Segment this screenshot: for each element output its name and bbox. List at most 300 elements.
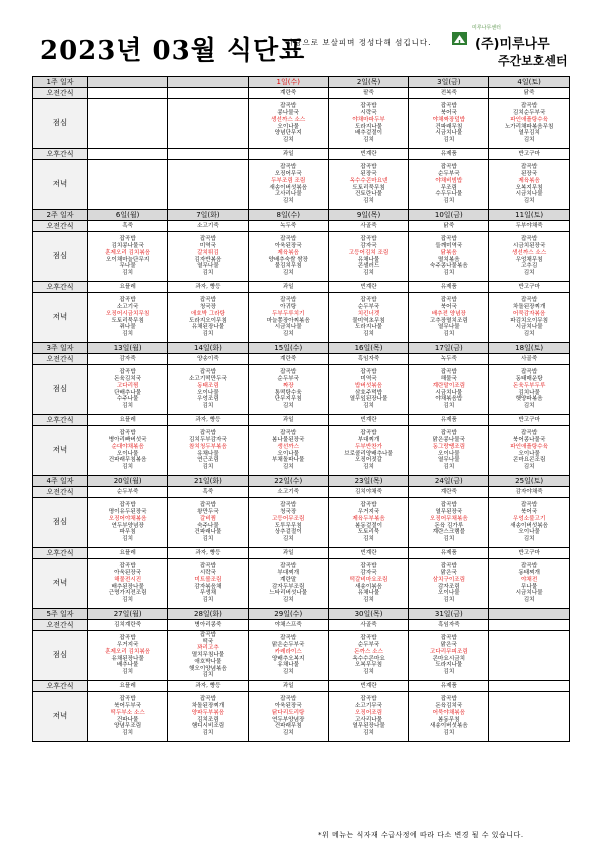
dinner-label: 저녁 xyxy=(33,160,88,210)
menu-item: 김치 xyxy=(523,197,535,204)
menu-item: 잡곡밥 xyxy=(440,696,457,703)
day-date: 25일(토) xyxy=(489,476,569,487)
menu-item: 된장국 xyxy=(360,171,377,178)
menu-item: 양념무조림 xyxy=(114,723,142,730)
lunch-menu xyxy=(248,365,328,415)
menu-item: 새송이볶음 xyxy=(355,583,383,590)
menu-item: 잡곡밥 xyxy=(280,696,297,703)
menu-item: 멸치무침나물 xyxy=(191,652,225,659)
main-dish: 어묵야채볶음 xyxy=(432,709,466,716)
menu-item: 김치 xyxy=(443,668,455,675)
menu-item: 연두부양념장 xyxy=(272,716,305,723)
menu-item: 시락국 xyxy=(199,570,217,577)
morning-snack-item: 계란죽 xyxy=(248,354,328,365)
menu-item: 잡곡밥 xyxy=(360,502,377,509)
menu-item: 잡곡밥 xyxy=(360,164,377,171)
menu-item: 순두부국 xyxy=(277,376,300,383)
menu-item: 상추겉절이 xyxy=(274,529,302,536)
morning-snack-item: 두부야채죽 xyxy=(489,221,569,232)
menu-item: 잡곡밥 xyxy=(199,632,217,639)
main-dish: 돈육두부두루 xyxy=(512,382,546,389)
dinner-label: 저녁 xyxy=(33,559,88,609)
menu-item: 김치 xyxy=(443,596,455,603)
menu-item: 북어두부국 xyxy=(114,703,142,710)
menu-item: 오이나물 xyxy=(277,123,300,130)
lunch-menu xyxy=(88,232,168,282)
pm-snack-row xyxy=(33,681,570,692)
pm-snack-item: 과일 xyxy=(248,415,328,426)
menu-item: 차돌된장찌개 xyxy=(512,304,546,311)
day-date xyxy=(168,77,248,88)
main-dish: 훈제오리 김치볶음 xyxy=(105,648,151,655)
menu-item: 잡곡밥 xyxy=(440,297,457,304)
main-dish: 제육볶음 xyxy=(518,177,540,184)
menu-item: 아욱된장국 xyxy=(114,570,142,577)
lunch-menu xyxy=(168,365,248,415)
menu-item: 고추김 xyxy=(521,263,538,270)
main-dish: 삼치구이조림 xyxy=(432,576,466,583)
morning-snack-label: 오전간식 xyxy=(33,221,88,232)
menu-item: 시금치나물 xyxy=(435,130,463,137)
menu-item: 순두부국 xyxy=(357,642,380,649)
main-dish: 동태조림 xyxy=(197,382,219,389)
menu-item: 도투무무침 xyxy=(274,522,302,529)
main-dish: 오징어시금치무침 xyxy=(106,310,150,317)
menu-item: 잡곡밥 xyxy=(280,502,297,509)
menu-item: 잡곡밥 xyxy=(360,236,377,243)
main-dish: 옥수수콘마요넨 xyxy=(349,177,388,184)
menu-item: 돈육 김가루 xyxy=(434,522,464,529)
menu-item: 잡곡밥 xyxy=(521,164,538,171)
menu-item: 근명가지전조림 xyxy=(108,590,147,597)
menu-item: 감자국 xyxy=(360,243,377,250)
menu-item: 콘마요콘조림 xyxy=(512,457,546,464)
menu-item: 물김치무침 xyxy=(274,263,302,270)
menu-item: 봄동겉절이 xyxy=(355,522,383,529)
menu-item: 시락국 xyxy=(360,110,377,117)
menu-item: 명이유두된장국 xyxy=(108,509,147,516)
menu-item: 도토리묵 xyxy=(357,529,380,536)
menu-item: 오이나물 xyxy=(116,450,139,457)
menu-item: 오이나물 xyxy=(518,529,540,536)
pm-snack-item: 요플레 xyxy=(88,282,168,293)
menu-item: 김자반볶음 xyxy=(194,256,222,263)
day-date: 1일(수) xyxy=(248,77,328,88)
menu-item: 수두두나물 xyxy=(435,191,463,198)
dinner-menu xyxy=(489,426,569,476)
main-dish: 닭다리도리탕 xyxy=(272,709,305,716)
menu-item: 숙주나물 xyxy=(197,522,219,529)
menu-item: 잡곡밥 xyxy=(280,164,297,171)
dinner-menu xyxy=(409,293,489,343)
morning-snack-item xyxy=(88,88,168,99)
menu-item: 북어국 xyxy=(521,509,538,516)
lunch-menu xyxy=(489,232,569,282)
day-date: 10일(금) xyxy=(409,210,489,221)
menu-item: 단배추나물 xyxy=(114,389,142,396)
pm-snack-label: 오후간식 xyxy=(33,415,88,426)
menu-item: 김치 xyxy=(443,535,455,542)
menu-item: 왕만두국 xyxy=(197,509,219,516)
main-dish: 돈까스 소스 xyxy=(354,648,383,655)
menu-item: 시금치나물 xyxy=(515,191,543,198)
menu-item: 김치조림 xyxy=(197,716,219,723)
menu-item: 고사리나물 xyxy=(355,716,383,723)
main-dish: 두부조림 조림 xyxy=(271,177,306,184)
menu-item: 잡곡밥 xyxy=(199,369,217,376)
menu-item: 잡곡밥 xyxy=(119,502,136,509)
dinner-row xyxy=(33,426,570,476)
week-label: 2주 일자 xyxy=(33,210,88,221)
menu-item: 계란말 xyxy=(280,576,297,583)
day-date: 16일(목) xyxy=(328,343,408,354)
menu-item: 잡곡밥 xyxy=(119,297,136,304)
dinner-menu xyxy=(168,692,248,742)
menu-item: 감자조림 xyxy=(438,583,460,590)
main-dish: 어묵감자볶음 xyxy=(512,310,546,317)
menu-item: 봄동무침 xyxy=(438,716,460,723)
morning-snack-row xyxy=(33,221,570,232)
dinner-menu xyxy=(248,692,328,742)
menu-item: 된장국 xyxy=(521,171,538,178)
week-label: 3주 일자 xyxy=(33,343,88,354)
menu-item: 김치 xyxy=(282,402,294,409)
menu-item: 맑은콩나물국 xyxy=(432,437,466,444)
dinner-menu xyxy=(168,160,248,210)
morning-snack-label: 오전간식 xyxy=(33,487,88,498)
menu-item: 김치 xyxy=(122,668,134,675)
menu-item: 콩나물국 xyxy=(277,110,300,117)
menu-item: 청국장 xyxy=(280,509,297,516)
dinner-menu xyxy=(88,293,168,343)
main-dish: 오징어무채볶음 xyxy=(429,515,468,522)
menu-item: 맑은국 xyxy=(440,642,457,649)
menu-item: 청국장 xyxy=(199,304,217,311)
pm-snack-label: 오후간식 xyxy=(33,681,88,692)
menu-item: 새송이버섯볶음 xyxy=(269,184,308,191)
menu-item: 순두부국 xyxy=(438,171,460,178)
morning-snack-item: 팥죽 xyxy=(328,88,408,99)
menu-item: 배추된장나물 xyxy=(111,583,144,590)
main-dish: 닭볶음 xyxy=(440,249,457,256)
menu-item: 시금치된장국 xyxy=(512,243,546,250)
meal-plan-table xyxy=(32,76,570,742)
main-dish: 생선까스 xyxy=(277,443,300,450)
pm-snack-item: 과자, 빵등 xyxy=(168,548,248,559)
menu-item: 김치 xyxy=(202,596,214,603)
pm-snack-item: 요플레 xyxy=(88,548,168,559)
pm-snack-item: 반고구마 xyxy=(489,149,569,160)
menu-item: 우거지국 xyxy=(116,642,139,649)
lunch-menu xyxy=(248,99,328,149)
morning-snack-item: 소고기죽 xyxy=(168,221,248,232)
lunch-menu xyxy=(328,232,408,282)
menu-item: 아귀탕 xyxy=(280,304,297,311)
menu-item: 시금치나물 xyxy=(515,324,543,331)
dinner-menu xyxy=(88,559,168,609)
footer-note: *위 메뉴는 식자재 수급사정에 따라 다소 변경 될 수 있습니다. xyxy=(318,831,524,839)
lunch-menu xyxy=(328,631,408,681)
lunch-menu xyxy=(328,365,408,415)
menu-item: 잡곡밥 xyxy=(440,635,457,642)
main-dish: 계란말이조림 xyxy=(432,382,466,389)
pm-snack-item: 유제품 xyxy=(409,415,489,426)
menu-item: 김치 xyxy=(282,463,294,470)
menu-item: 해물국 xyxy=(440,376,457,383)
main-dish: 떡두부소 소스 xyxy=(110,709,145,716)
morning-snack-item: 김치야채죽 xyxy=(328,487,408,498)
lunch-menu xyxy=(489,498,569,548)
main-dish: 애호박 그라탕 xyxy=(190,310,226,317)
menu-item: 봄나물된장국 xyxy=(272,437,305,444)
pm-snack-item: 유제품 xyxy=(409,149,489,160)
week-label: 5주 일자 xyxy=(33,609,88,620)
menu-item: 잡곡밥 xyxy=(119,236,136,243)
menu-item: 열무나물 xyxy=(197,263,219,270)
pm-snack-item: 빈계란 xyxy=(328,415,408,426)
morning-snack-item: 감자야채죽 xyxy=(489,487,569,498)
main-dish: 고등어김치 조림 xyxy=(348,249,389,256)
menu-item: 도라지나물 xyxy=(355,324,383,331)
menu-item: 양배추오복지 xyxy=(272,655,305,662)
day-date: 29일(수) xyxy=(248,609,328,620)
menu-item: 잡곡밥 xyxy=(280,297,297,304)
tagline: 사랑으로 보살피며 정성다해 섬깁니다. xyxy=(286,38,432,47)
dinner-menu xyxy=(409,692,489,742)
menu-item: 김치 xyxy=(202,402,214,409)
main-dish: 훈제오리 김치볶음 xyxy=(105,249,151,256)
main-dish: 배추전 양념장 xyxy=(431,310,466,317)
day-date: 27일(월) xyxy=(88,609,168,620)
main-dish: 치킨너겟 xyxy=(357,310,380,317)
pm-snack-row xyxy=(33,415,570,426)
dinner-row xyxy=(33,559,570,609)
day-date: 17일(금) xyxy=(409,343,489,354)
menu-item: 건파래나물 xyxy=(194,529,222,536)
menu-item: 김치 xyxy=(202,463,214,470)
pm-snack-row xyxy=(33,149,570,160)
menu-item: 오징어무국 xyxy=(274,171,302,178)
menu-item: 김치 xyxy=(282,535,294,542)
menu-item: 부채돌파나물 xyxy=(272,457,305,464)
menu-item: 유채나물 xyxy=(197,450,219,457)
dinner-menu xyxy=(328,426,408,476)
dinner-menu xyxy=(328,692,408,742)
menu-item: 유채나물 xyxy=(357,590,380,597)
dinner-menu xyxy=(88,692,168,742)
menu-item: 유채된장나물 xyxy=(191,324,225,331)
main-dish: 고등어무조림 xyxy=(272,515,305,522)
main-dish: 두부반찬가 xyxy=(355,443,383,450)
menu-item: 건파래무침볶음 xyxy=(108,457,147,464)
pm-snack-item: 빈계란 xyxy=(328,681,408,692)
lunch-label: 점심 xyxy=(33,232,88,282)
morning-snack-item: 사골죽 xyxy=(328,620,408,631)
dinner-menu xyxy=(489,160,569,210)
menu-item: 건파나물 xyxy=(116,716,139,723)
menu-item: 노가리채파볶음무침 xyxy=(504,123,554,130)
menu-item: 잡곡밥 xyxy=(360,696,377,703)
morning-snack-item: 닭죽 xyxy=(489,88,569,99)
morning-snack-item: 흑죽 xyxy=(168,487,248,498)
morning-snack-item: 흑임자죽 xyxy=(328,354,408,365)
main-dish: 파인애플탕수육 xyxy=(510,116,549,123)
menu-item: 마늘쫑장아찌볶음 xyxy=(266,317,310,324)
main-dish: 우엉소불고기 xyxy=(512,515,546,522)
menu-item: 브로콜리양배추나물 xyxy=(344,450,393,457)
lunch-label: 점심 xyxy=(33,631,88,681)
dinner-menu xyxy=(248,559,328,609)
pm-snack-item: 반고구마 xyxy=(489,415,569,426)
menu-item: 김치 xyxy=(363,330,374,337)
menu-item: 멸치볶음 xyxy=(438,256,460,263)
menu-item: 잡곡밥 xyxy=(360,297,377,304)
menu-item: 김치 xyxy=(443,136,455,143)
day-date: 28일(화) xyxy=(168,609,248,620)
lunch-row xyxy=(33,232,570,282)
morning-snack-item: 감자죽 xyxy=(88,354,168,365)
menu-item: 김치 xyxy=(443,197,455,204)
menu-item: 김치 xyxy=(122,402,134,409)
brand-name: (주)미루나무 xyxy=(475,37,550,52)
lunch-menu xyxy=(328,498,408,548)
menu-item: 배추겉절이 xyxy=(355,130,383,137)
menu-item: 연두부양념장 xyxy=(111,522,144,529)
menu-item: 잡곡밥 xyxy=(119,696,136,703)
pm-snack-item: 요플레 xyxy=(88,415,168,426)
logo-caption: 미루나무센터 xyxy=(472,25,501,31)
main-dish: 꽈리고추 xyxy=(197,645,219,652)
main-dish: 양파두부볶음 xyxy=(191,709,225,716)
menu-item: 열무나물 xyxy=(438,324,460,331)
morning-snack-item: 사골죽 xyxy=(328,221,408,232)
lunch-menu xyxy=(489,99,569,149)
menu-item: 유채나물 xyxy=(277,662,300,669)
menu-item: 파무침 xyxy=(119,529,136,536)
menu-item: 잡곡밥 xyxy=(360,563,377,570)
morning-snack-row xyxy=(33,620,570,631)
morning-snack-item: 닭죽 xyxy=(409,221,489,232)
menu-item: 부대찌개 xyxy=(357,437,380,444)
tree-logo-icon xyxy=(452,32,467,45)
menu-item: 소고기국 xyxy=(116,304,139,311)
pm-snack-item: 과일 xyxy=(248,548,328,559)
menu-item: 김치 xyxy=(523,402,535,409)
week-row xyxy=(33,609,570,620)
lunch-menu xyxy=(168,232,248,282)
day-date: 6일(월) xyxy=(88,210,168,221)
morning-snack-item: 녹두죽 xyxy=(248,221,328,232)
menu-item: 열무된장국 xyxy=(435,509,463,516)
main-dish: 짜장 xyxy=(282,382,294,389)
dinner-menu xyxy=(168,559,248,609)
menu-item: 오이나물 xyxy=(197,389,219,396)
menu-item: 잡곡밥 xyxy=(521,502,538,509)
menu-item: 김치 xyxy=(202,729,214,736)
lunch-menu xyxy=(248,232,328,282)
menu-item: 미역국 xyxy=(360,376,377,383)
dinner-menu xyxy=(328,559,408,609)
week-label: 1주 일자 xyxy=(33,77,88,88)
menu-item: 통떡탕수육 xyxy=(274,389,302,396)
main-dish: 제육볶음 xyxy=(277,249,300,256)
lunch-menu xyxy=(409,99,489,149)
menu-item: 소고기떡만두국 xyxy=(189,376,227,383)
menu-item: 김치 xyxy=(202,269,214,276)
menu-item: 북어국 xyxy=(440,110,457,117)
menu-item: 김치 xyxy=(523,596,535,603)
menu-item: 돈육김치국 xyxy=(114,376,142,383)
morning-snack-item: 김치계란죽 xyxy=(88,620,168,631)
menu-item: 김치 xyxy=(443,269,455,276)
lunch-menu xyxy=(409,232,489,282)
menu-item: 우거지국 xyxy=(357,509,380,516)
menu-item: 열무잎된장나물 xyxy=(349,396,388,403)
pm-snack-item: 반고구마 xyxy=(489,548,569,559)
day-date: 14일(화) xyxy=(168,343,248,354)
menu-item: 파김치오이무침 xyxy=(510,317,549,324)
day-date: 3일(금) xyxy=(409,77,489,88)
menu-item: 열무나물 xyxy=(438,457,460,464)
dinner-menu xyxy=(489,559,569,609)
menu-item: 오복지무침 xyxy=(515,184,543,191)
main-dish: 동그랑땡조림 xyxy=(432,443,466,450)
menu-item: 열무김치 xyxy=(518,130,540,137)
menu-item: 감자볶음채 xyxy=(194,583,222,590)
menu-item: 양배추숙쌈 쌈장 xyxy=(268,256,309,263)
pm-snack-item xyxy=(489,681,569,692)
menu-item: 잡곡밥 xyxy=(360,103,377,110)
menu-item: 잡곡밥 xyxy=(440,563,457,570)
menu-item: 잡곡밥 xyxy=(119,563,136,570)
menu-item: 오이나물 xyxy=(438,590,460,597)
pm-snack-item: 과자, 빵등 xyxy=(168,681,248,692)
morning-snack-label: 오전간식 xyxy=(33,620,88,631)
dinner-menu xyxy=(409,559,489,609)
pm-snack-item: 유제품 xyxy=(409,282,489,293)
menu-item: 물미역초무침 xyxy=(352,317,385,324)
lunch-menu xyxy=(409,498,489,548)
pm-snack-item: 반고구마 xyxy=(489,282,569,293)
menu-item: 잡곡밥 xyxy=(199,563,217,570)
pm-snack-item: 요플레 xyxy=(88,681,168,692)
menu-item: 소고기무국 xyxy=(355,703,383,710)
day-date: 9일(목) xyxy=(328,210,408,221)
menu-item: 시금치나물 xyxy=(274,324,302,331)
menu-item: 새송이버섯볶음 xyxy=(429,723,468,730)
menu-item: 잡곡밥 xyxy=(440,236,457,243)
main-dish: 오징어야채볶음 xyxy=(108,515,147,522)
dinner-row xyxy=(33,692,570,742)
week-label: 4주 일자 xyxy=(33,476,88,487)
menu-item: 열무된장나물 xyxy=(352,723,385,730)
day-date: 20일(월) xyxy=(88,476,168,487)
lunch-menu xyxy=(328,99,408,149)
menu-item: 김치나물 xyxy=(518,389,540,396)
menu-item: 김치 xyxy=(122,463,134,470)
dinner-menu xyxy=(328,160,408,210)
dinner-label: 저녁 xyxy=(33,293,88,343)
menu-item: 유채된장나물 xyxy=(111,655,144,662)
lunch-menu xyxy=(409,365,489,415)
menu-item: 김치 xyxy=(523,269,535,276)
menu-item: 계란스크램블 xyxy=(432,529,466,536)
menu-item: 김치 xyxy=(443,729,455,736)
main-dish: 갈비찜 xyxy=(199,515,217,522)
menu-item: 김치 xyxy=(443,330,455,337)
menu-item: 김치 xyxy=(443,463,455,470)
menu-item: 쥐나물 xyxy=(119,324,136,331)
